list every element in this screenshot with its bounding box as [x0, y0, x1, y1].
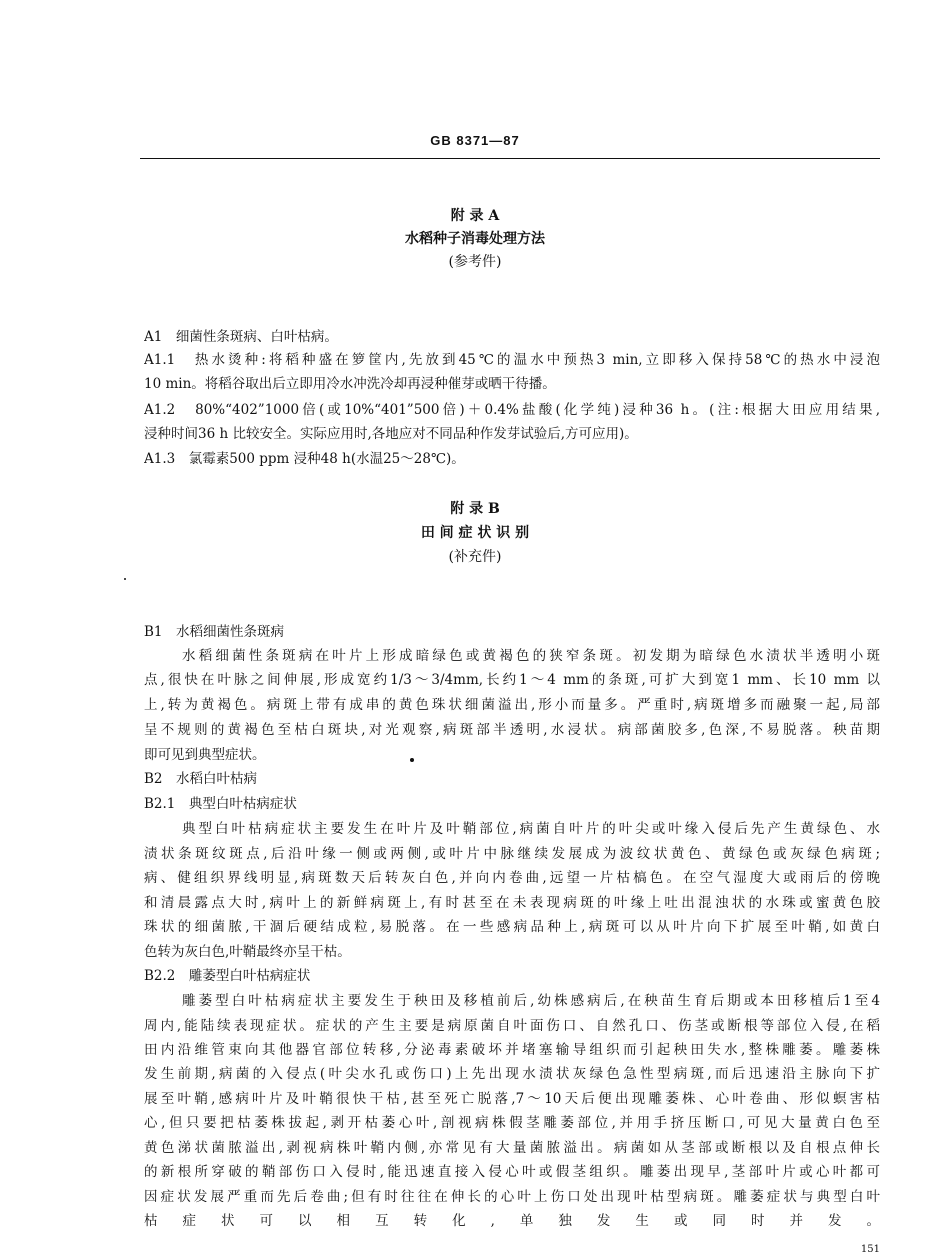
a1-2-line: A1.2 80%“402”1000倍(或10%“401”500倍)＋0.4%盐酸(化学纯)浸种36 h。(注:根据大田应用结果, [144, 402, 880, 418]
appendix-b-note: (补充件) [448, 549, 502, 565]
a1-heading: A1 细菌性条斑病、白叶枯病。 [144, 329, 338, 345]
header-rule [140, 158, 880, 159]
b2-2-paragraph-line: 枯症状可以相互转化,单独发生或同时并发。 [144, 1213, 880, 1229]
b2-2-paragraph-line: 因症状发展严重而先后卷曲;但有时往往在伸长的心叶上伤口处出现叶枯型病斑。雕萎症状与典型白叶 [144, 1189, 880, 1205]
b1-paragraph-line: 呈不规则的黄褐色至枯白斑块,对光观察,病斑部半透明,水浸状。病部菌胶多,色深,不易脱落。秧苗期 [144, 722, 880, 738]
b1-heading: B1 水稻细菌性条斑病 [144, 624, 285, 640]
page-number: 151 [860, 1244, 880, 1255]
appendix-b-label: 附 录 B [450, 501, 500, 517]
b1-paragraph-line: 水稻细菌性条斑病在叶片上形成暗绿色或黄褐色的狭窄条斑。初发期为暗绿色水渍状半透明小斑 [182, 648, 880, 664]
appendix-a-title: 水稻种子消毒处理方法 [405, 231, 545, 247]
b2-1-paragraph-line: 渍状条斑纹斑点,后沿叶缘一侧或两侧,或叶片中脉继续发展成为波纹状黄色、黄绿色或灰绿色病斑; [144, 846, 880, 862]
b2-2-paragraph-line: 的新根所穿破的鞘部伤口入侵时,能迅速直接入侵心叶或假茎组织。雕萎出现早,茎部叶片或心叶都可 [144, 1164, 880, 1180]
b2-2-paragraph-line: 黄色涕状菌脓溢出,剥视病株叶鞘内侧,亦常见有大量菌脓溢出。病菌如从茎部或断根以及自根点伸长 [144, 1140, 880, 1156]
appendix-a-note: (参考件) [448, 254, 502, 270]
a1-1-line: A1.1 热水烫种:将稻种盛在箩筐内,先放到45℃的温水中预热3 min,立即移入保持58℃的热水中浸泡 [144, 352, 880, 368]
appendix-b-title: 田 间 症 状 识 别 [420, 525, 530, 541]
b2-1-heading: B2.1 典型白叶枯病症状 [144, 796, 297, 812]
a1-1-line: 10 min。将稻谷取出后立即用冷水冲洗冷却再浸种催芽或晒干待播。 [144, 376, 556, 392]
b1-paragraph-line: 上,转为黄褐色。病斑上带有成串的黄色珠状细菌溢出,形小而量多。严重时,病斑增多而融聚一起,局部 [144, 697, 880, 713]
b2-2-paragraph-line: 展至叶鞘,感病叶片及叶鞘很快干枯,甚至死亡脱落,7～10天后便出现雕萎株、心叶卷曲、形似螟害枯 [144, 1091, 880, 1107]
b2-1-paragraph-line: 病、健组织界线明显,病斑数天后转灰白色,并向内卷曲,远望一片枯槁色。在空气湿度大或雨后的傍晚 [144, 870, 880, 886]
b2-2-paragraph-line: 心,但只要把枯萎株拔起,剥开枯萎心叶,剖视病株假茎雕萎部位,并用手挤压断口,可见大量黄白色至 [144, 1115, 880, 1131]
scan-speck [410, 758, 414, 762]
appendix-a-label: 附 录 A [450, 208, 500, 224]
b2-2-paragraph-line: 雕萎型白叶枯病症状主要发生于秧田及移植前后,幼株感病后,在秧苗生育后期或本田移植后1至4 [182, 993, 880, 1009]
b1-paragraph-line: 即可见到典型症状。 [144, 747, 266, 763]
b2-1-paragraph-line: 和清晨露点大时,病叶上的新鲜病斑上,有时甚至在未表现病斑的叶缘上吐出混浊状的水珠或蜜黄色胶 [144, 895, 880, 911]
b2-2-paragraph-line: 田内沿维管束向其他器官部位转移,分泌毒素破坏并堵塞输导组织而引起秧田失水,整株雕萎。雕萎株 [144, 1042, 880, 1058]
scan-speck [124, 578, 126, 580]
b2-1-paragraph-line: 色转为灰白色,叶鞘最终亦呈干枯。 [144, 944, 351, 960]
b2-heading: B2 水稻白叶枯病 [144, 771, 258, 787]
b2-2-heading: B2.2 雕萎型白叶枯病症状 [144, 968, 311, 984]
a1-3-line: A1.3 氯霉素500 ppm 浸种48 h(水温25～28℃)。 [144, 451, 465, 467]
b2-2-paragraph-line: 周内,能陆续表现症状。症状的产生主要是病原菌自叶面伤口、自然孔口、伤茎或断根等部位入侵,在稻 [144, 1018, 880, 1034]
b2-1-paragraph-line: 典型白叶枯病症状主要发生在叶片及叶鞘部位,病菌自叶片的叶尖或叶缘入侵后先产生黄绿色、水 [182, 821, 880, 837]
a1-2-line: 浸种时间36 h 比较安全。实际应用时,各地应对不同品种作发芽试验后,方可应用)。 [144, 426, 638, 442]
b2-2-paragraph-line: 发生前期,病菌的入侵点(叶尖水孔或伤口)上先出现水渍状灰绿色急性型病斑,而后迅速沿主脉向下扩 [144, 1066, 880, 1082]
standard-number-header: GB 8371—87 [430, 133, 520, 148]
b1-paragraph-line: 点,很快在叶脉之间伸展,形成宽约1/3～3/4mm,长约1～4 mm的条斑,可扩大到宽1 mm、长10 mm 以 [144, 672, 880, 688]
b2-1-paragraph-line: 珠状的细菌脓,干涸后硬结成粒,易脱落。在一些感病品种上,病斑可以从叶片向下扩展至叶鞘,如黄白 [144, 919, 880, 935]
